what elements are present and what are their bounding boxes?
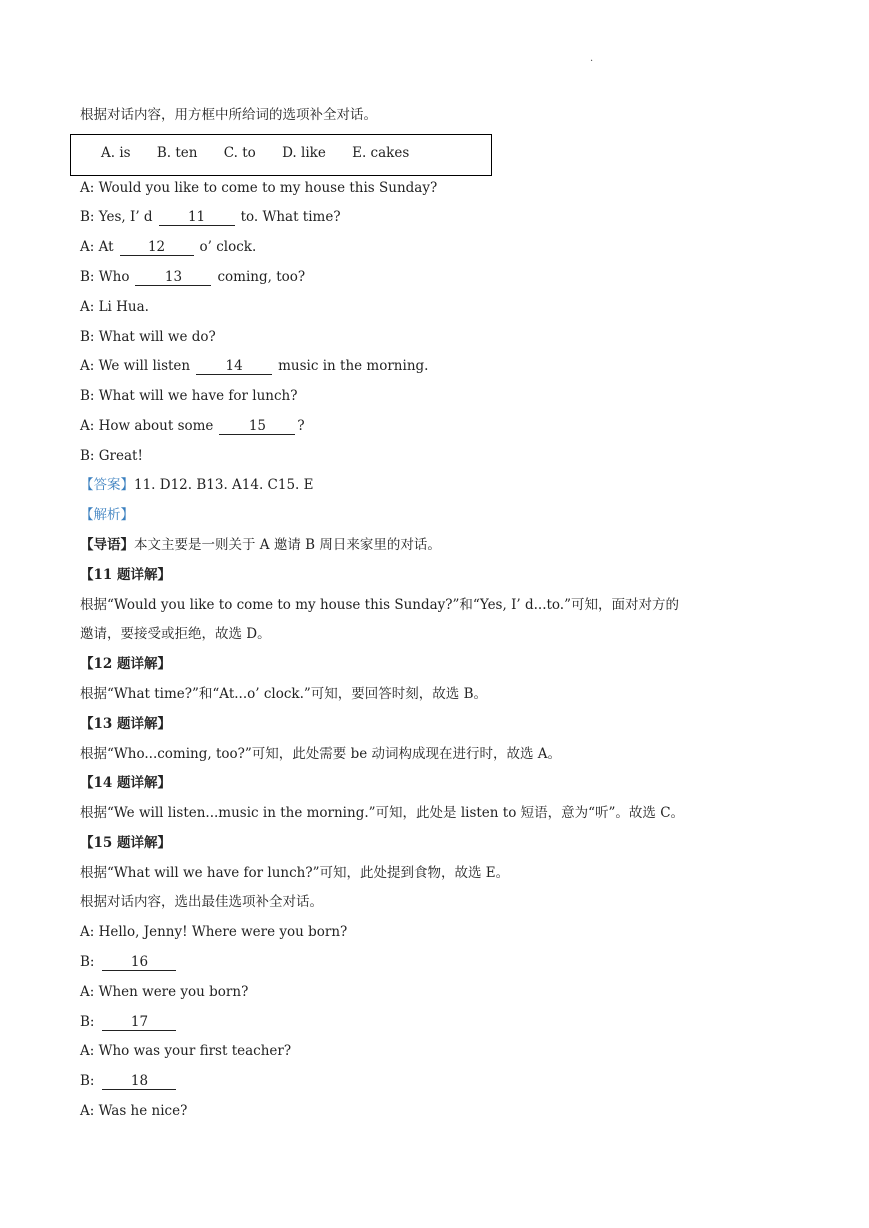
q11-text-1: 根据“Would you like to come to my house this Sunday?”和“Yes, I’ d...to.”可知，面对对方的 (80, 597, 680, 613)
blank-14[interactable]: 14 (196, 358, 272, 375)
instruction-1: 根据对话内容，用方框中所给词的选项补全对话。 (80, 107, 377, 123)
option-b: B. ten (156, 145, 198, 161)
instruction-2: 根据对话内容，选出最佳选项补全对话。 (80, 894, 323, 910)
line-text: B: (80, 1014, 95, 1030)
guide-text: 本文主要是一则关于 A 邀请 B 周日来家里的对话。 (134, 537, 441, 553)
line-text: ? (297, 418, 305, 434)
dialogue1-line-7 (80, 357, 428, 375)
dialogue1-line-3 (80, 238, 256, 256)
line-text: music in the morning. (278, 358, 429, 374)
blank-17[interactable]: 17 (102, 1014, 176, 1031)
line-text: B: Yes, I’ d (80, 209, 153, 225)
header-mark: · (590, 56, 594, 67)
answer-line (80, 476, 313, 494)
line-text: A: How about some (80, 418, 214, 434)
q11-text-2: 邀请，要接受或拒绝，故选 D。 (80, 626, 271, 642)
answer-label: 【答案】 (80, 477, 134, 493)
dialogue1-line-10: B: Great! (80, 448, 143, 464)
line-text: to. What time? (240, 209, 341, 225)
q13-title: 【13 题详解】 (80, 716, 171, 732)
guide-line (80, 536, 441, 554)
q12-title: 【12 题详解】 (80, 656, 171, 672)
blank-16[interactable]: 16 (102, 954, 176, 971)
option-e: E. cakes (352, 145, 410, 161)
dialogue2-line-7: A: Was he nice? (80, 1103, 188, 1119)
analysis-label: 【解析】 (80, 507, 134, 523)
q14-title: 【14 题详解】 (80, 775, 171, 791)
q15-title: 【15 题详解】 (80, 835, 171, 851)
dialogue1-line-8: B: What will we have for lunch? (80, 388, 298, 404)
dialogue1-line-9 (80, 417, 305, 435)
q12-text: 根据“What time?”和“At...o’ clock.”可知，要回答时刻，故选 B。 (80, 686, 487, 702)
option-d: D. like (282, 145, 326, 161)
dialogue1-line-6: B: What will we do? (80, 329, 216, 345)
option-a: A. is (101, 145, 131, 161)
word-options-box (70, 134, 492, 176)
line-text: B: Who (80, 269, 130, 285)
q15-text: 根据“What will we have for lunch?”可知，此处提到食物，故选 E。 (80, 865, 510, 881)
line-text: A: At (80, 239, 114, 255)
dialogue1-line-2 (80, 208, 341, 226)
dialogue1-line-5: A: Li Hua. (80, 299, 149, 315)
line-text: coming, too? (217, 269, 306, 285)
dialogue2-line-3: A: When were you born? (80, 984, 249, 1000)
q11-title: 【11 题详解】 (80, 567, 171, 583)
dialogue2-line-4 (80, 1013, 182, 1031)
line-text: A: We will listen (80, 358, 191, 374)
q14-text: 根据“We will listen...music in the morning.”可知，此处是 listen to 短语，意为“听”。故选 C。 (80, 805, 685, 821)
blank-12[interactable]: 12 (120, 239, 194, 256)
dialogue2-line-6 (80, 1072, 182, 1090)
option-c: C. to (223, 145, 256, 161)
line-text: B: (80, 1073, 95, 1089)
dialogue1-line-1: A: Would you like to come to my house this Sunday? (80, 180, 438, 196)
guide-label: 【导语】 (80, 537, 134, 553)
dialogue1-line-4 (80, 268, 305, 286)
dialogue2-line-5: A: Who was your first teacher? (80, 1043, 292, 1059)
dialogue2-line-1: A: Hello, Jenny! Where were you born? (80, 924, 348, 940)
q13-text: 根据“Who...coming, too?”可知，此处需要 be 动词构成现在进行时，故选 A。 (80, 746, 562, 762)
blank-18[interactable]: 18 (102, 1073, 176, 1090)
blank-13[interactable]: 13 (135, 269, 211, 286)
line-text: B: (80, 954, 95, 970)
dialogue2-line-2 (80, 953, 182, 971)
blank-11[interactable]: 11 (159, 209, 235, 226)
answer-text: 11. D12. B13. A14. C15. E (134, 477, 314, 493)
blank-15[interactable]: 15 (219, 418, 295, 435)
line-text: o’ clock. (199, 239, 257, 255)
